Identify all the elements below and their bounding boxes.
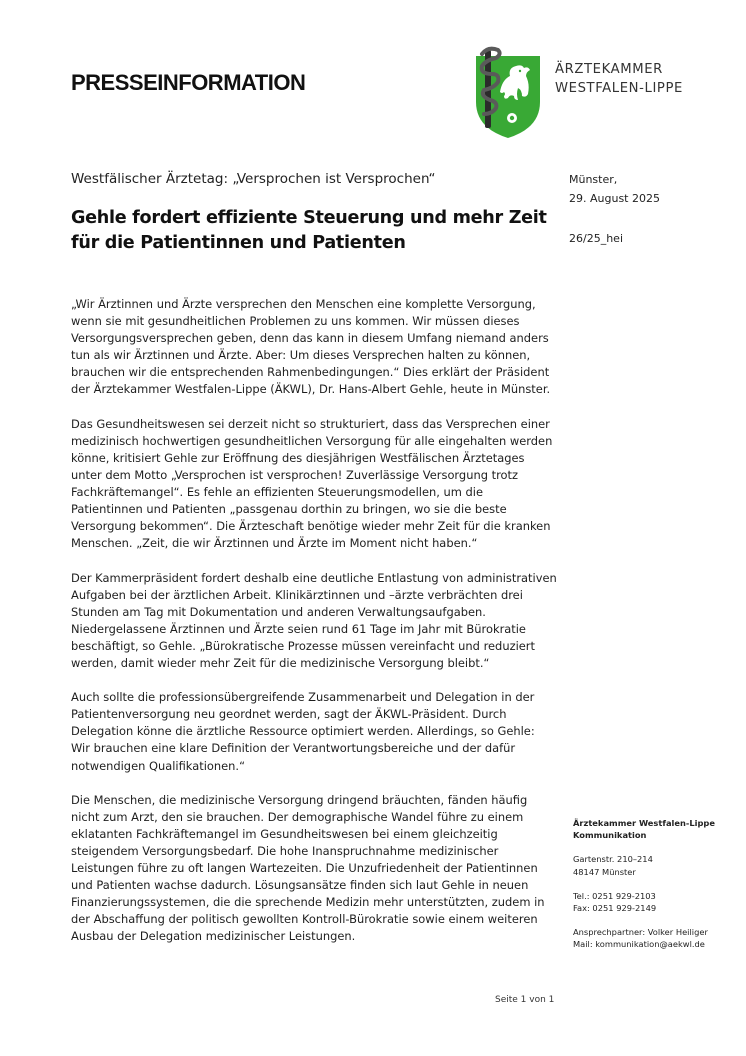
event-subtitle: Westfälischer Ärztetag: „Versprochen ist Versprochen“ bbox=[71, 171, 436, 187]
contact-phone: Tel.: 0251 929-2103 bbox=[573, 890, 656, 901]
aekwl-crest-icon bbox=[472, 44, 544, 140]
org-name-line2: WESTFALEN-LIPPE bbox=[555, 81, 683, 96]
contact-department: Kommunikation bbox=[573, 830, 647, 841]
headline: Gehle fordert effiziente Steuerung und mehr Zeit für die Patientinnen und Patienten bbox=[71, 208, 547, 253]
contact-email: Mail: kommunikation@aekwl.de bbox=[573, 939, 705, 950]
org-name-line1: ÄRZTEKAMMER bbox=[555, 62, 663, 77]
paragraph: „Wir Ärztinnen und Ärzte versprechen den Menschen eine komplette Versorgung, wenn sie mit gesundheitlichen Problemen zu uns kommen. Wir müssen dieses Versorgungsversprechen geben, denn das kann in diesem Umfang niemand anders tun als wir Ärztinnen und Ärzte. Aber: Um dieses Versprechen halten zu können, brauchen wir die entsprechenden Rahmenbedingungen.“ Dies erklärt der Präsident der Ärztekammer Westfalen-Lippe (ÄKWL), Dr. Hans-Albert Gehle, heute in Münster. bbox=[71, 297, 551, 397]
article-body bbox=[71, 296, 557, 963]
meta-reference: 26/25_hei bbox=[569, 232, 623, 245]
organization-name bbox=[555, 60, 683, 98]
paragraph: Auch sollte die professionsübergreifende Zusammenarbeit und Delegation in der Patientenversorgung neu geordnet werden, sagt der ÄKWL-Präsident. Durch Delegation könne die ärztliche Ressource optimiert werden. Allerdings, so Gehle: Wir brauchen eine klare Definition der Verantwortungsbereiche und der dafür notwendigen Qualifikationen.“ bbox=[71, 690, 535, 773]
contact-block bbox=[573, 817, 733, 962]
aekwl-logo bbox=[472, 44, 544, 140]
contact-fax: Fax: 0251 929-2149 bbox=[573, 903, 657, 914]
document-type-title: PRESSEINFORMATION bbox=[71, 70, 306, 95]
contact-street: Gartenstr. 210–214 bbox=[573, 854, 653, 865]
contact-person: Ansprechpartner: Volker Heiliger bbox=[573, 926, 708, 937]
paragraph: Die Menschen, die medizinische Versorgung dringend bräuchten, fänden häufig nicht zum Arzt, den sie brauchen. Der demographische Wandel führe zu einem eklatanten Fachkräftemangel im Gesundheitswesen bei einem gleichzeitig steigendem Versorgungsbedarf. Die hohe Inanspruchnahme medizinischer Leistungen führe zu oft langen Wartezeiten. Die Unzufriedenheit der Patientinnen und Patienten wachse dadurch. Lösungsansätze finden sich laut Gehle in neuen Finanzierungssystemen, die die sprechende Medizin mehr unterstützten, zudem in der Abschaffung der politisch gewollten Kontroll-Bürokratie sowie einem weiteren Ausbau der Delegation medizinischer Leistungen. bbox=[71, 792, 545, 944]
meta-city: Münster, bbox=[569, 173, 618, 186]
page-number: Seite 1 von 1 bbox=[495, 995, 555, 1005]
paragraph: Der Kammerpräsident fordert deshalb eine deutliche Entlastung von administrativen Aufgaben bei der ärztlichen Arbeit. Klinikärztinnen und –ärzte verbrächten drei Stunden am Tag mit Dokumentation und anderen Verwaltungsaufgaben. Niedergelassene Ärztinnen und Ärzte seien rund 61 Tage im Jahr mit Bürokratie beschäftigt, so Gehle. „Bürokratische Prozesse müssen vereinfacht und reduziert werden, damit wieder mehr Zeit für die medizinische Versorgung bleibt.“ bbox=[71, 570, 557, 670]
contact-city: 48147 Münster bbox=[573, 866, 636, 877]
contact-org: Ärztekammer Westfalen-Lippe bbox=[573, 818, 716, 828]
meta-date: 29. August 2025 bbox=[569, 192, 660, 205]
paragraph: Das Gesundheitswesen sei derzeit nicht so strukturiert, dass das Versprechen einer medizinisch hochwertigen gesundheitlichen Versorgung für alle eingehalten werden könne, kritisiert Gehle zur Eröffnung des diesjährigen Westfälischen Ärztetages unter dem Motto „Versprochen ist versprochen! Zuverlässige Versorgung trotz Fachkräftemangel“. Es fehle an effizienten Steuerungsmodellen, um die Patientinnen und Patienten „passgenau dorthin zu bringen, wo sie die beste Versorgung bekommen“. Die Ärzteschaft benötige wieder mehr Zeit für die kranken Menschen. „Zeit, die wir Ärztinnen und Ärzte im Moment nicht haben.“ bbox=[71, 416, 553, 551]
